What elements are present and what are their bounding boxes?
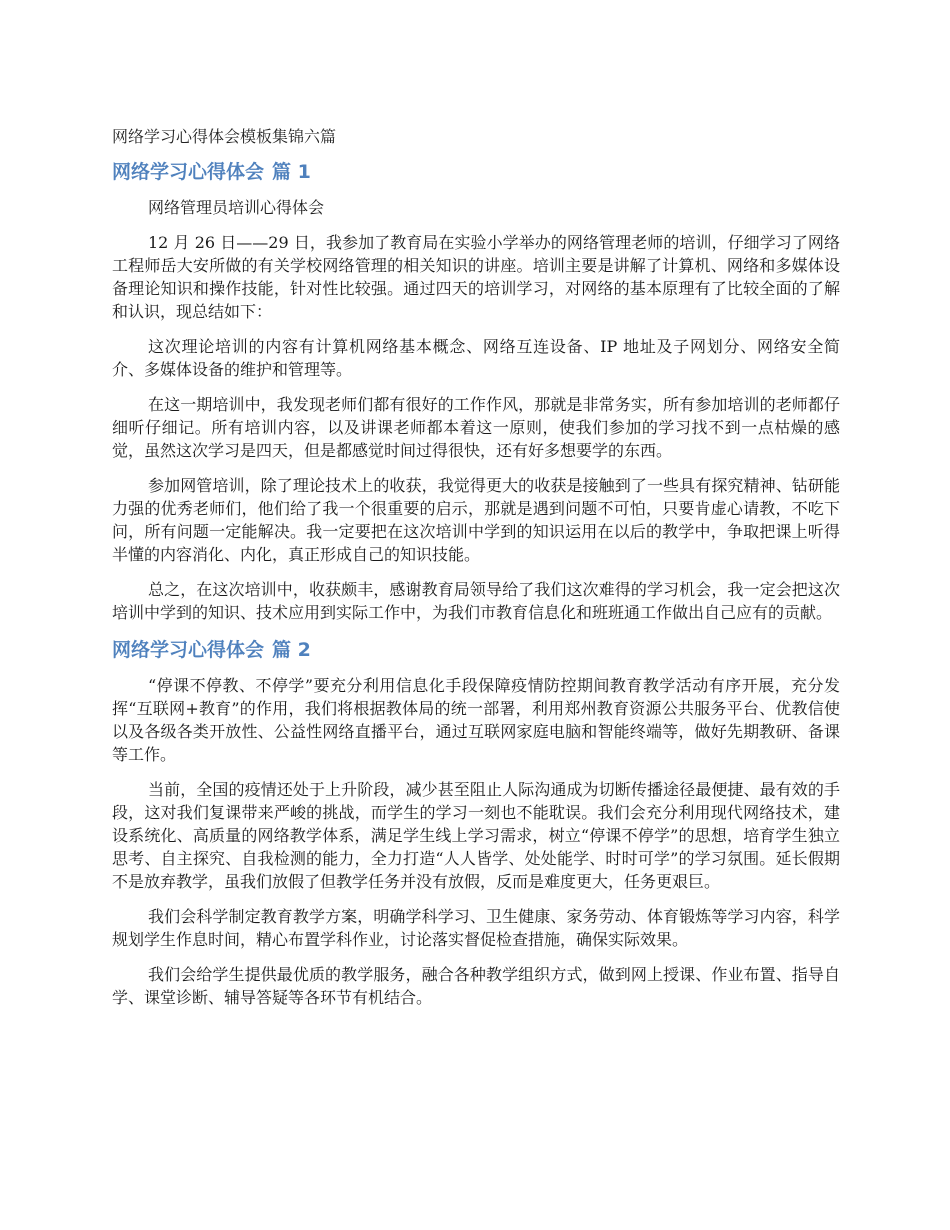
paragraph: 总之，在这次培训中，收获颇丰，感谢教育局领导给了我们这次难得的学习机会，我一定会把这次培训中学到的知识、技术应用到实际工作中，为我们市教育信息化和班班通工作做出自己应有的贡献。 [112, 580, 840, 622]
section-heading-suffix: 篇 1 [272, 161, 311, 183]
paragraph: 当前，全国的疫情还处于上升阶段，减少甚至阻止人际沟通成为切断传播途径最便捷、最有效的手段，这对我们复课带来严峻的挑战，而学生的学习一刻也不能耽误。我们会充分利用现代网络技术，建设系统化、高质量的网络教学体系，满足学生线上学习需求，树立“停课不停学”的思想，培育学生独立思考、自主探究、自我检测的能力，全力打造“人人皆学、处处能学、时时可学”的学习氛围。延长假期不是放弃教学，虽我们放假了但教学任务并没有放假，反而是难度更大，任务更艰巨。 [112, 780, 840, 891]
section-heading-suffix: 篇 2 [272, 639, 311, 661]
section-2 [112, 636, 840, 1009]
paragraph: 网络管理员培训心得体会 [148, 198, 325, 217]
section-heading [112, 158, 840, 186]
paragraph: “停课不停教、不停学”要充分利用信息化手段保障疫情防控期间教育教学活动有序开展，充分发挥“互联网+教育”的作用，我们将根据教体局的统一部署，利用郑州教育资源公共服务平台、优教信使以及各级各类开放性、公益性网络直播平台，通过互联网家庭电脑和智能终端等，做好先期教研、备课等工作。 [112, 676, 840, 764]
document-title: 网络学习心得体会模板集锦六篇 [112, 127, 337, 146]
section-1 [112, 158, 840, 624]
section-heading-text: 网络学习心得体会 [112, 639, 265, 661]
paragraph: 我们会科学制定教育教学方案，明确学科学习、卫生健康、家务劳动、体育锻炼等学习内容，科学规划学生作息时间，精心布置学科作业，讨论落实督促检查措施，确保实际效果。 [112, 907, 840, 949]
paragraph: 我们会给学生提供最优质的教学服务，融合各种教学组织方式，做到网上授课、作业布置、指导自学、课堂诊断、辅导答疑等各环节有机结合。 [112, 965, 840, 1007]
paragraph: 在这一期培训中，我发现老师们都有很好的工作作风，那就是非常务实，所有参加培训的老师都仔细听仔细记。所有培训内容，以及讲课老师都本着这一原则，使我们参加的学习找不到一点枯燥的感觉，虽然这次学习是四天，但是都感觉时间过得很快，还有好多想要学的东西。 [112, 395, 840, 460]
section-heading-text: 网络学习心得体会 [112, 161, 265, 183]
paragraph: 12 月 26 日——29 日，我参加了教育局在实验小学举办的网络管理老师的培训，仔细学习了网络工程师岳大安所做的有关学校网络管理的相关知识的讲座。培训主要是讲解了计算机、网络和多媒体设备理论知识和操作技能，针对性比较强。通过四天的培训学习，对网络的基本原理有了比较全面的了解和认识，现总结如下： [112, 233, 840, 321]
section-heading [112, 636, 840, 664]
document-page [112, 124, 840, 1021]
paragraph: 这次理论培训的内容有计算机网络基本概念、网络互连设备、IP 地址及子网划分、网络安全简介、多媒体设备的维护和管理等。 [112, 337, 840, 379]
paragraph: 参加网管培训，除了理论技术上的收获，我觉得更大的收获是接触到了一些具有探究精神、钻研能力强的优秀老师们，他们给了我一个很重要的启示，那就是遇到问题不可怕，只要肯虚心请教，不吃下问，所有问题一定能解决。我一定要把在这次培训中学到的知识运用在以后的教学中，争取把课上听得半懂的内容消化、内化，真正形成自己的知识技能。 [112, 476, 840, 564]
